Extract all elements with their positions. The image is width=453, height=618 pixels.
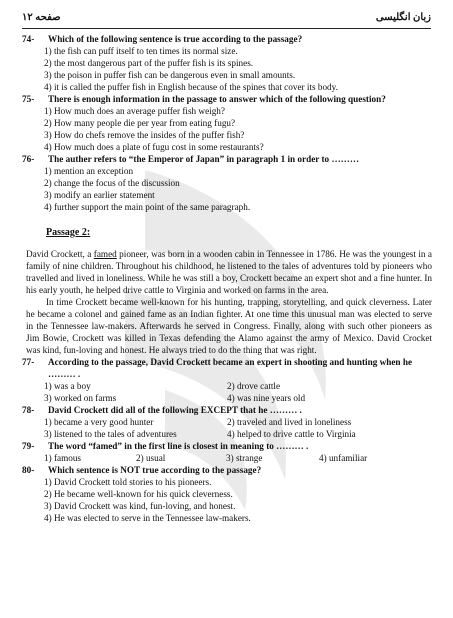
question-text: Which of the following sentence is true according to the passage? (48, 34, 303, 44)
question-number: 75- (22, 94, 35, 104)
option-1: 1) mention an exception (44, 166, 134, 176)
option-4: 4) was nine years old (227, 393, 306, 403)
option-3: 3) worked on farms (44, 393, 117, 403)
question-77 (22, 356, 432, 404)
option-3: 3) modify an earlier statement (44, 190, 155, 200)
option-3: 3) listened to the tales of adventures (44, 429, 177, 439)
option-2: 2) usual (136, 453, 166, 463)
question-75 (22, 93, 432, 153)
question-78 (22, 404, 432, 440)
option-2: 2) He became well-known for his quick cleverness. (44, 489, 233, 499)
option-2: 2) drove cattle (227, 381, 281, 391)
options-grid (44, 452, 432, 464)
option-1: 1) How much does an average puffer fish weigh? (44, 106, 225, 116)
question-text: David Crockett did all of the following EXCEPT that he ……… . (48, 405, 302, 415)
option-4: 4) He was elected to serve in the Tennessee law-makers. (44, 513, 251, 523)
option-1: 1) famous (44, 453, 81, 463)
option-4: 4) helped to drive cattle to Virginia (227, 429, 356, 439)
question-80 (22, 464, 432, 524)
options-grid (44, 416, 432, 440)
option-2: 2) change the focus of the discussion (44, 178, 180, 188)
question-text: Which sentence is NOT true according to the passage? (48, 465, 262, 475)
option-1: 1) was a boy (44, 381, 91, 391)
exam-content (22, 33, 432, 524)
question-79 (22, 440, 432, 464)
question-74 (22, 33, 432, 93)
question-text: The auther refers to “the Emperor of Japan” in paragraph 1 in order to ……… (48, 154, 360, 164)
option-1: 1) David Crockett told stories to his pioneers. (44, 477, 212, 487)
question-76 (22, 153, 432, 213)
passage-text: David Crockett, a (26, 249, 94, 259)
option-2: 2) traveled and lived in loneliness (227, 417, 352, 427)
question-number: 74- (22, 34, 35, 44)
question-text: According to the passage, David Crockett became an expert in shooting and hunting when he ……… . (48, 357, 413, 379)
passage-text: pioneer, was born in a wooden cabin in Tennessee in 1786. He was the youngest in a family of nine children. Throughout his childhood, he listened to the tales of adventures told by pioneers who travelled and lived in loneliness. While he was still a boy, Crockett became an expert shot and a fine hunter. In his early youth, he helped drive cattle to Virginia and worked on farms in the area. (26, 249, 433, 295)
question-text: There is enough information in the passage to answer which of the following question? (48, 94, 386, 104)
option-1: 1) became a very good hunter (44, 417, 154, 427)
option-4: 4) How much does a plate of fugu cost in some restaurants? (44, 142, 264, 152)
question-number: 78- (22, 405, 35, 415)
passage-paragraph-1 (26, 248, 432, 296)
underlined-word-famed: famed (93, 249, 117, 259)
question-number: 77- (22, 357, 35, 367)
option-4: 4) it is called the puffer fish in English because of the spines that cover its body. (44, 82, 338, 92)
question-number: 79- (22, 441, 35, 451)
options-grid (44, 380, 432, 404)
passage-paragraph-2: In time Crockett became well-known for his hunting, trapping, storytelling, and quick cleverness. Later he became a colonel and gained fame as an Indian fighter. At one time this unusual man was elected to serve in the Tennessee law-makers. Afterwards he served in Congress. Finally, along with such other pioneers as Jim Bowie, Crockett was killed in Texas defending the Alamo against the army of Mexico. David Crocket was kind, fun-loving and honest. He always tried to do the thing that was right. (26, 297, 432, 355)
passage-body (26, 248, 432, 356)
option-4: 4) further support the main point of the same paragraph. (44, 202, 251, 212)
option-1: 1) the fish can puff itself to ten times its normal size. (44, 46, 238, 56)
option-3: 3) How do chefs remove the insides of the puffer fish? (44, 130, 245, 140)
option-3: 3) the poison in puffer fish can be dangerous even in small amounts. (44, 70, 296, 80)
question-number: 80- (22, 465, 35, 475)
option-2: 2) How many people die per year from eating fugu? (44, 118, 236, 128)
header-divider (22, 28, 431, 29)
option-3: 3) strange (226, 453, 263, 463)
subject-title: زبان انگلیسی (375, 12, 431, 23)
question-text: The word “famed” in the first line is closest in meaning to ……… . (48, 441, 309, 451)
option-4: 4) unfamiliar (319, 453, 368, 463)
page-number: صفحه ۱۲ (22, 12, 61, 23)
page-header (22, 12, 431, 26)
option-2: 2) the most dangerous part of the puffer fish is its spines. (44, 58, 254, 68)
question-number: 76- (22, 154, 35, 164)
passage-title: Passage 2: (46, 227, 91, 238)
option-3: 3) David Crockett was kind, fun-loving, and honest. (44, 501, 236, 511)
